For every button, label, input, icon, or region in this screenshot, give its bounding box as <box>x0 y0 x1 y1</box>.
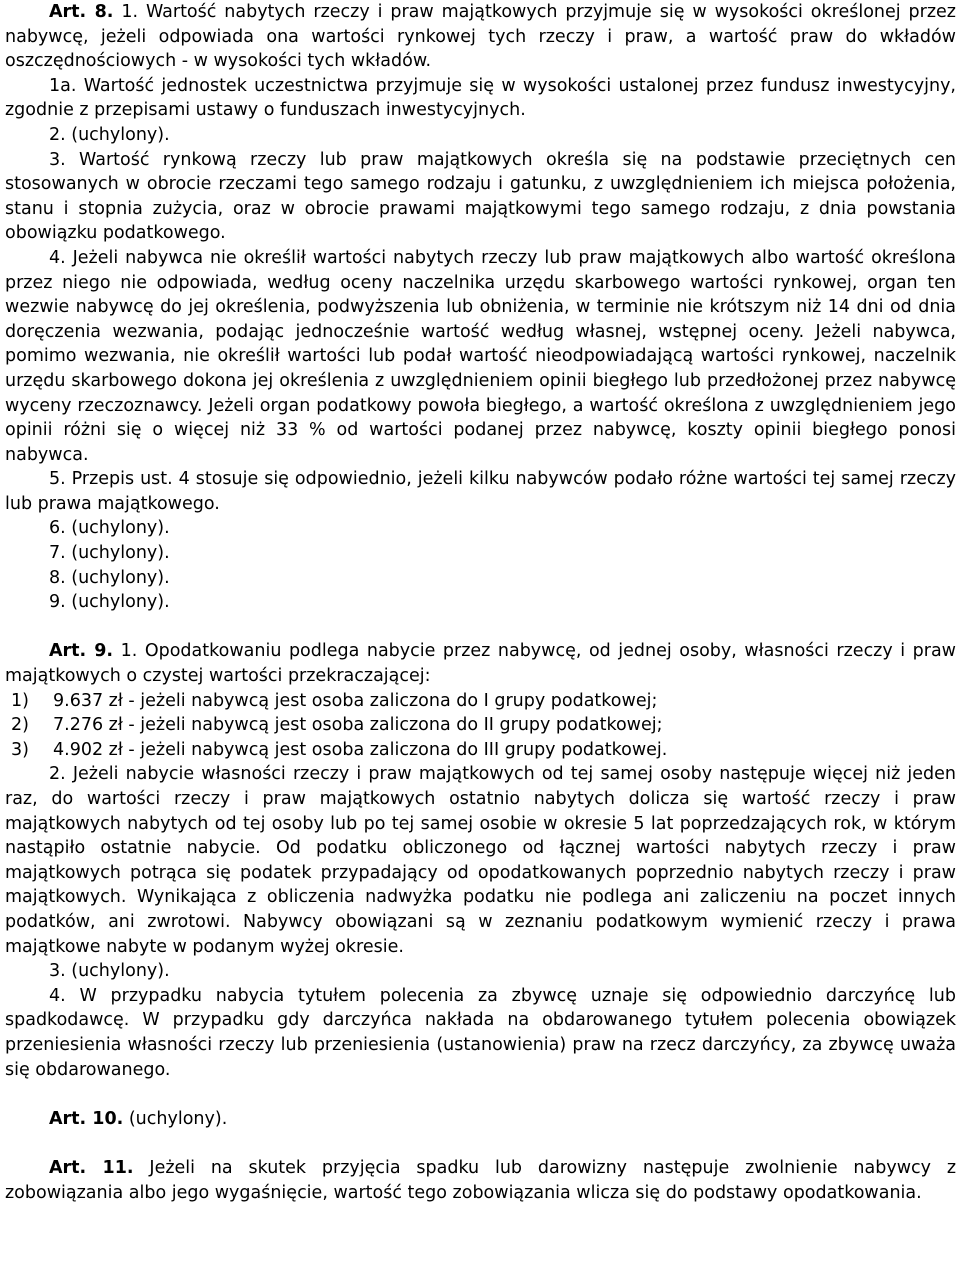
art9-paragraph-3: 3. (uchylony). <box>49 961 170 982</box>
art8-paragraph-3: 3. Wartość rynkową rzeczy lub praw majątkowych określa się na podstawie przeciętnych cen stosowanych w obrocie rzeczami tego samego rodzaju i gatunku, z uwzględnieniem ich miejsca położenia, stanu i stopnia zużycia, oraz w obrocie prawami majątkowymi tego samego rodzaju, z dnia powstania obowiązku podatkowego. <box>5 149 956 244</box>
art8-paragraph-1a: 1a. Wartość jednostek uczestnictwa przyjmuje się w wysokości ustalonej przez fundusz inwestycyjny, zgodnie z przepisami ustawy o funduszach inwestycyjnych. <box>5 75 956 121</box>
art8-paragraph-6: 6. (uchylony). <box>49 518 170 539</box>
art8-p1-text: 1. Wartość nabytych rzeczy i praw majątkowych przyjmuje się w wysokości określonej przez nabywcę, jeżeli odpowiada ona wartości rynkowej tych rzeczy i praw, a wartość praw do wkładów oszczędnościowych - w wysokości tych wkładów. <box>5 2 956 72</box>
art11-text: Jeżeli na skutek przyjęcia spadku lub darowizny następuje zwolnienie nabywcy z zobowiązania albo jego wygaśnięcie, wartość tego zobowiązania wlicza się do podstawy opodatkowania. <box>5 1157 957 1203</box>
list-item-text: 7.276 zł - jeżeli nabywcą jest osoba zaliczona do II grupy podatkowej; <box>53 715 663 736</box>
list-item-number: 1) <box>11 690 29 711</box>
art11-paragraph <box>5 1156 956 1205</box>
list-item-text: 4.902 zł - jeżeli nabywcą jest osoba zaliczona do III grupy podatkowej. <box>53 739 668 760</box>
art11-label: Art. 11. <box>49 1157 134 1178</box>
list-item-text: 9.637 zł - jeżeli nabywcą jest osoba zaliczona do I grupy podatkowej; <box>53 690 658 711</box>
art9-list-item <box>5 713 956 738</box>
art10-label: Art. 10. <box>49 1108 124 1129</box>
art8-paragraph-5: 5. Przepis ust. 4 stosuje się odpowiednio, jeżeli kilku nabywców podało różne wartości tej samej rzeczy lub prawa majątkowego. <box>5 469 956 514</box>
art9-list-item <box>5 689 956 714</box>
art9-paragraph-2: 2. Jeżeli nabycie własności rzeczy i praw majątkowych od tej samej osoby następuje więcej niż jeden raz, do wartości rzeczy i praw majątkowych ostatnio nabytych dolicza się wartość rzeczy i praw majątkowych nabytych od tej osoby lub po tej samej osobie w okresie 5 lat poprzedzających rok, w którym nastąpiło ostatnie nabycie. Od podatku obliczonego od łącznej wartości nabytych rzeczy i praw majątkowych potrąca się podatek przypadający od opodatkowanych poprzednio nabytych rzeczy i praw majątkowych. Wynikająca z obliczenia nadwyżka podatku nie podlega ani zaliczeniu na poczet innych podatków, ani zwrotowi. Nabywcy obowiązani są w zeznaniu podatkowym wymienić rzeczy i prawa majątkowe nabyte w podanym wyżej okresie. <box>5 764 956 957</box>
art10-text: (uchylony). <box>128 1108 228 1129</box>
art8-paragraph-9: 9. (uchylony). <box>49 592 170 613</box>
art8-paragraph-4: 4. Jeżeli nabywca nie określił wartości nabytych rzeczy lub praw majątkowych albo wartość określona przez niego nie odpowiada, według oceny naczelnika urzędu skarbowego wartości rynkowej, organ ten wezwie nabywcę do jej określenia, podwyższenia lub obniżenia, w terminie nie krótszym niż 14 dni od dnia doręczenia wezwania, podając jednocześnie wartość według własnej, wstępnej oceny. Jeżeli nabywca, pomimo wezwania, nie określił wartości lub podał wartość nieodpowiadającą wartości rynkowej, naczelnik urzędu skarbowego dokona jej określenia z uwzględnieniem opinii biegłego lub przedłożonej przez nabywcę wyceny rzeczoznawcy. Jeżeli organ podatkowy powoła biegłego, a wartość określona z uwzględnieniem jego opinii różni się o więcej niż 33 % od wartości podanej przez nabywcę, koszty opinii biegłego ponosi nabywca. <box>5 247 956 465</box>
art9-list-item <box>5 738 956 763</box>
art10-paragraph <box>5 1107 956 1132</box>
art9-paragraph-1 <box>5 639 956 688</box>
list-item-number: 3) <box>11 739 29 760</box>
art8-label: Art. 8. <box>49 2 114 22</box>
art9-paragraph-4: 4. W przypadku nabycia tytułem polecenia za zbywcę uznaje się odpowiednio darczyńcę lub spadkodawcę. W przypadku gdy darczyńca nakłada na obdarowanego tytułem polecenia obowiązek przeniesienia własności rzeczy lub przeniesienia (ustanowienia) praw na rzecz darczyńcy, za zbywcę uważa się obdarowanego. <box>5 985 956 1080</box>
art9-p1-text: 1. Opodatkowaniu podlega nabycie przez nabywcę, od jednej osoby, własności rzeczy i praw majątkowych o czystej wartości przekraczającej: <box>5 641 956 687</box>
art8-paragraph-2: 2. (uchylony). <box>49 124 170 145</box>
art8-paragraph-8: 8. (uchylony). <box>49 567 170 588</box>
list-item-number: 2) <box>11 715 29 736</box>
art9-label: Art. 9. <box>49 641 114 662</box>
art8-paragraph-7: 7. (uchylony). <box>49 543 170 564</box>
art8-paragraph-1 <box>5 0 956 74</box>
